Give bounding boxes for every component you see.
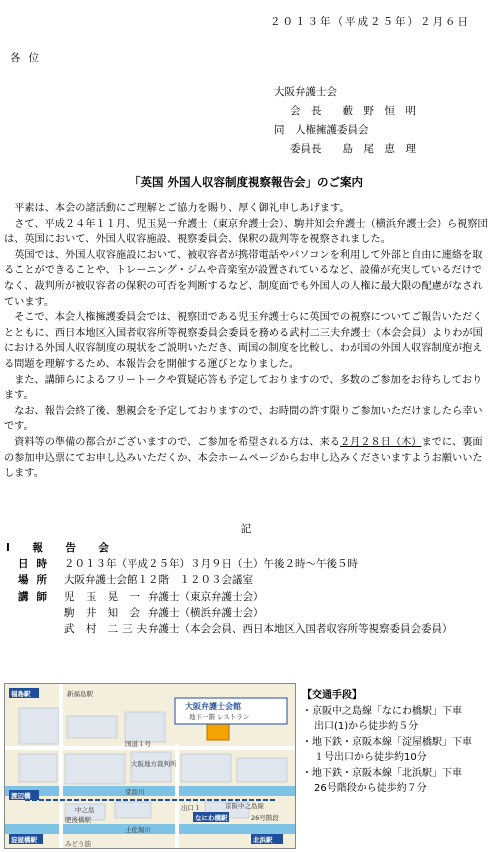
access-route-2-detail: １号出口から徒歩約10分 [314, 752, 427, 763]
map-kokudo-label: 国道１号 [125, 740, 151, 748]
access-map [4, 683, 296, 849]
place-value: 大阪弁護士会館１２階 １２０３会議室 [64, 574, 253, 587]
map-watanabebashi-label: 渡辺橋 [11, 792, 31, 800]
map-kitahama-label: 北浜駅 [253, 836, 273, 844]
map-midosuji-label: みどう筋 [65, 840, 91, 848]
paragraph-3: 英国では、外国人収容施設において、被収容者が携帯電話やパソコンを利用して外部と自由に連絡を取ることができることや、トレーニング・ジムや音楽室が設置されているなど、設備が充実しているだけでなく、裁判所が被収容者の保釈の可否を判断するなど、制度面でも外国人の人権に最大限の配慮がなされています。 [4, 249, 483, 308]
body-text [4, 201, 488, 482]
lecturer-row-1 [6, 589, 453, 605]
lecturer-name: 駒 井 知 会 [64, 606, 145, 619]
map-building-label: 大阪弁護士会館 [185, 702, 241, 711]
datetime-value: ２０１３年（平成２５年）３月９日（土）午後２時〜午後５時 [64, 558, 358, 571]
place-row [6, 572, 453, 588]
access-route-2: ・地下鉄・京阪本線「淀屋橋駅」下車 [302, 736, 472, 748]
map-restaurant-label: 地下一階 レストラン [189, 713, 250, 721]
paragraph-7 [4, 435, 488, 482]
map-higobashi-label: 肥後橋駅 [65, 816, 91, 824]
map-dojimagawa-label: 堂島川 [125, 788, 145, 796]
map-nakanoshima-label: 中之島 [75, 806, 95, 814]
map-yodoyabashi-label: 淀屋橋駅 [11, 836, 37, 844]
paragraph-7-pre: 資料等の準備の都合がございますので、ご参加を希望される方は、来る [14, 436, 340, 448]
ki-heading: 記 [240, 523, 252, 535]
place-label: 場所 [18, 574, 55, 587]
access-route-1: ・京阪中之島線「なにわ橋駅」下車 [302, 705, 462, 717]
paragraph-7-post: までに、裏面の参加申込票にてお申し込みいただくか、本会ホームページからお申し込みくださいますようお願いいたします。 [4, 436, 483, 480]
access-route-3-detail: 26号階段から徒歩約７分 [314, 783, 427, 794]
sender-org: 大阪弁護士会 [274, 86, 337, 98]
paragraph-1: 平素は、本会の諸活動にご理解とご協力を賜り、厚く御礼申しあげます。 [14, 203, 350, 214]
access-route-3: ・地下鉄・京阪本線「北浜駅」下車 [302, 767, 462, 779]
paragraph-5: また、講師らによるフリートークや質疑応答も予定しておりますので、多数のご参加をお待ちしております。 [4, 374, 483, 402]
sender-chair: 委員長 島 尾 恵 理 [290, 143, 416, 155]
paragraph-4: そこで、本会人権擁護委員会では、視察団である児玉弁護士らに英国での視察についてご報告いただくとともに、西日本地区入国者収容所等視察委員会委員を務める武村二三夫弁護士（本会会員）よりわが国における外国人収容制度の現状をご説明いただき、両国の制度を比較し、わが国の外国人収容制度が抱える問題を理解するため、本報告会を開催する運びとなりました。 [4, 312, 483, 370]
lecturer-name: 武 村 二三夫 [64, 623, 152, 636]
map-keihan-label: 京阪中之島線 [225, 802, 264, 810]
letter-date: ２０１３年（平成２５年）２月６日 [270, 16, 470, 28]
map-exit-label: 出口１ [181, 804, 201, 812]
map-exit26-label: 26号階段 [251, 814, 279, 822]
sender-block [274, 83, 416, 159]
lecturer-desc: 弁護士（横浜弁護士会） [148, 606, 264, 619]
map-fukushima-label: 福島駅 [11, 690, 31, 698]
map-naniwabashi-label: なにわ橋駅 [195, 814, 228, 822]
lecturer-desc: 弁護士（東京弁護士会） [148, 590, 264, 603]
deadline: ２月２８日（木） [339, 436, 422, 448]
lecturer-row-2 [6, 605, 453, 621]
datetime-row [6, 556, 453, 572]
lecturer-row-3 [6, 621, 453, 637]
dojimagawa-river [5, 786, 295, 796]
document-title: 「英国 外国人収容制度視察報告会」のご案内 [128, 175, 363, 189]
section-heading: Ⅰ 報 告 会 [6, 542, 115, 554]
lecturer-label: 講師 [18, 590, 55, 603]
access-route-1-detail: 出口(1)から徒歩約５分 [314, 721, 419, 732]
datetime-label: 日時 [18, 558, 55, 571]
sender-committee: 同 人権擁護委員会 [274, 124, 369, 136]
map-shinfukushima-label: 新福島駅 [67, 690, 93, 698]
paragraph-6: なお、報告会終了後、懇親会を予定しておりますので、お時間の許す限りご参加いただけましたら幸いです。 [4, 405, 483, 433]
paragraph-2: さて、平成２４年１１月、児玉晃一弁護士（東京弁護士会）、駒井知会弁護士（横浜弁護士会）ら視察団は、英国において、外国人収容施設、視察委員会、保釈の裁判等を視察されました。 [4, 218, 488, 246]
event-details [6, 540, 453, 637]
map-tosabori-label: 土佐堀川 [125, 826, 151, 834]
lecturer-desc: 弁護士（本会会員、西日本地区入国者収容所等視察委員会委員） [148, 623, 453, 636]
access-info [302, 688, 472, 797]
access-heading: 【交通手段】 [302, 690, 362, 701]
recipients: 各位 [10, 52, 47, 64]
lecturer-name: 児 玉 晃 一 [64, 590, 145, 603]
map-courthouse-label: 大阪地方裁判所 [131, 760, 177, 768]
sender-president: 会 長 藪 野 恒 明 [290, 105, 416, 117]
